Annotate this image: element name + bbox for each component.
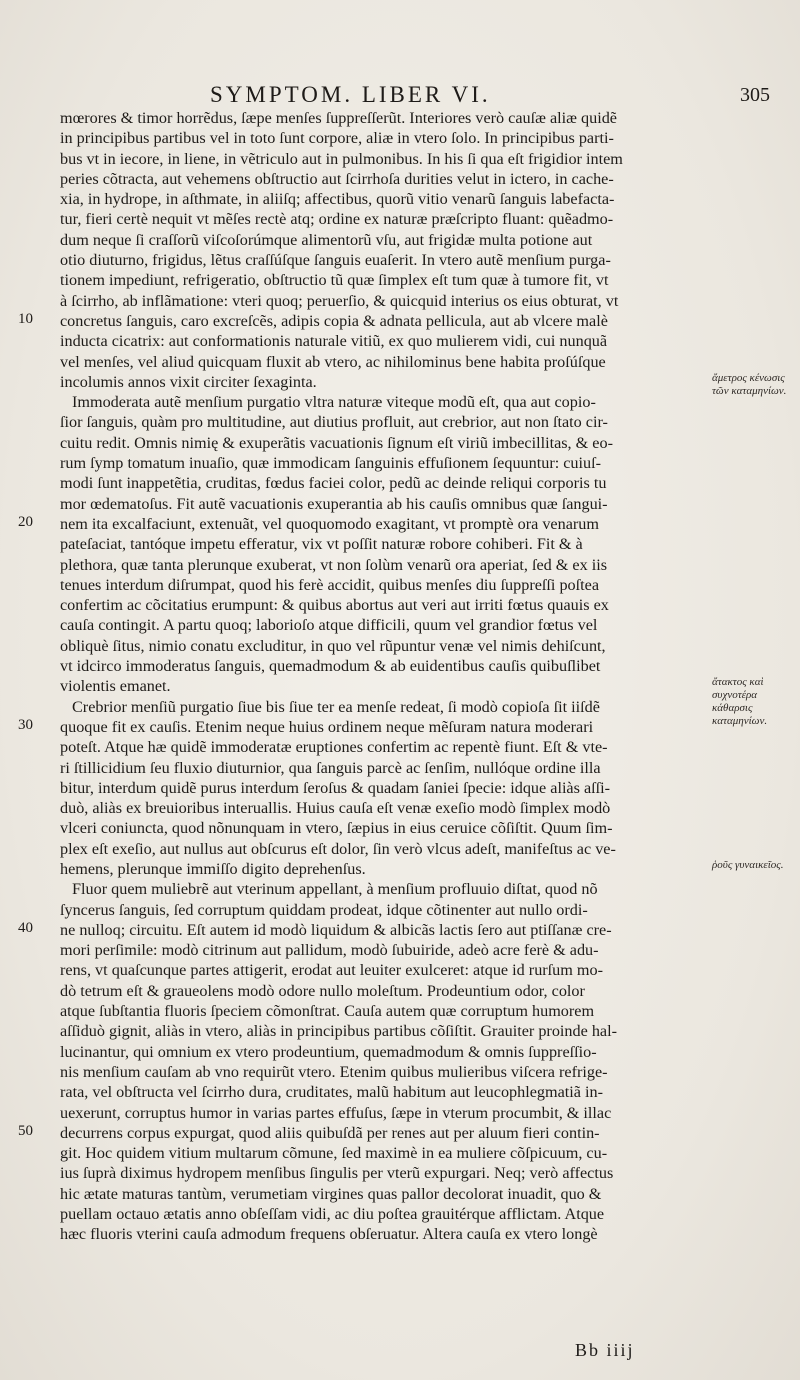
text-line: pateſaciat, tantóque impetu efferatur, vix vt poſſit naturæ robore cohiberi. Fit & à <box>60 535 583 554</box>
margin-note: ἄμετρος κένωσις τῶν καταμηνίων. <box>712 371 787 397</box>
line-number: 30 <box>18 717 33 733</box>
text-line: ſior ſanguis, quàm pro multitudine, aut diutius profluit, aut crebrior, aut non ſtato cir- <box>60 413 608 432</box>
text-line: Fluor quem muliebrẽ aut vterinum appellant, à menſium profluuio diſtat, quod nõ <box>72 880 598 899</box>
text-line: plex eſt exeſio, aut nullus aut obſcurus eſt dolor, ſin verò vlcus adeſt, manifeſtus ac ve- <box>60 839 616 858</box>
text-line: hic ætate maturas tantùm, verumetiam virgines quas pallor decolorat inuadit, quo & <box>60 1184 602 1203</box>
text-line: vlceri coniuncta, quod nõnunquam in vtero, ſæpius in eius ceruice cõſiſtit. Quum ſim- <box>60 819 613 838</box>
line-number: 50 <box>18 1123 33 1139</box>
text-line: git. Hoc quidem vitium multarum cõmune, ſed maximè in ea muliere cõſpicuum, cu- <box>60 1144 608 1163</box>
text-line: plethora, quæ tanta plerunque exuberat, vt non ſolùm venarũ ora aperiat, ſed & ex iis <box>60 555 608 574</box>
text-line: cuitu redit. Omnis nimię & exuperãtis vacuationis ſignum eſt viriũ imbecillitas, & eo- <box>60 433 613 452</box>
text-line: decurrens corpus expurgat, quod aliis quibuſdã per renes aut per aluum fieri contin- <box>60 1123 600 1142</box>
text-line: dum neque ſi craſſorũ viſcoſorúmque alimentorũ vſu, aut frigidæ multa potione aut <box>60 230 593 249</box>
text-line: violentis emanet. <box>60 677 171 696</box>
text-line: xia, in hydrope, in aſthmate, in aliiſq; affectibus, quorũ vitio venarũ ſanguis labefacta- <box>60 190 615 209</box>
running-head: SYMPTOM. LIBER VI. <box>210 82 491 107</box>
text-line: Crebrior menſiũ purgatio ſiue bis ſiue ter ea menſe redeat, ſi modò copioſa ſit iiſdẽ <box>72 697 600 716</box>
text-line: rata, vel obſtructa vel ſcirrho dura, cruditates, malũ habitum aut leucophlegmatiã in- <box>60 1083 603 1102</box>
text-line: duò, aliàs ex breuioribus interuallis. Huius cauſa eſt venæ exeſio modò ſimplex modò <box>60 799 611 818</box>
text-line: vt idcirco immoderatus ſanguis, quemadmodum & ab euidentibus cauſis quibuſlibet <box>60 657 601 676</box>
text-line: tenues interdum diſrumpat, quod his ferè accidit, quibus menſes diu ſuppreſſi poſtea <box>60 575 600 594</box>
text-line: nis menſium cauſam ab vno requirũt vtero. Etenim quibus mulieribus viſcera refrige- <box>60 1062 608 1081</box>
text-line: concretus ſanguis, caro excreſcẽs, adipis copia & adnata pellicula, aut ab vlcere malè <box>60 311 608 330</box>
text-line: confertim ac cõcitatius erumpunt: & quibus abortus aut veri aut irriti fœtus quauis ex <box>60 596 609 615</box>
text-line: poteſt. Atque hæ quidẽ immoderatæ eruptiones confertim ac repentè fiunt. Eſt & vte- <box>60 738 608 757</box>
line-number: 20 <box>18 514 33 530</box>
text-line: incolumis annos vixit circiter ſexaginta. <box>60 372 317 391</box>
text-line: ri ſtillicidium ſeu fluxio diuturnior, qua ſanguis parcè ac ſenſim, nullóque ordine illa <box>60 758 601 777</box>
text-line: ius ſuprà diximus hydropem menſibus ſingulis per vterũ expurgari. Neq; verò affectus <box>60 1164 614 1183</box>
margin-note: ῥοῦς γυναικεῖος. <box>712 859 784 872</box>
text-line: hæc fluoris vterini cauſa admodum frequens obſeruatur. Altera cauſa ex vtero longè <box>60 1225 598 1244</box>
text-line: tionem impediunt, refrigeratio, obſtructio tũ quæ ſimplex eſt tum quæ à tumore fit, vt <box>60 271 609 290</box>
text-line: uexerunt, corruptus humor in varias partes effuſus, ſæpe in vterum procumbit, & illac <box>60 1103 612 1122</box>
line-number: 10 <box>18 311 33 327</box>
text-line: cauſa contingit. A partu quoq; laborioſo atque difficili, quum vel grandior fœtus vel <box>60 616 598 635</box>
text-line: obliquè ſitus, nimio conatu excluditur, in quo vel rũpuntur venæ vel nimis dehiſcunt, <box>60 636 606 655</box>
text-line: quoque fit ex cauſis. Etenim neque huius ordinem neque mẽſuram natura moderari <box>60 717 594 736</box>
text-line: rum ſymp tomatum inuaſio, quæ immodicam ſanguinis effuſionem ſequuntur: cuiuſ- <box>60 454 602 473</box>
text-line: bitur, interdum quidẽ purus interdum ſeroſus & quadam ſaniei ſpecie: idque aliàs aſſi- <box>60 778 611 797</box>
body-text <box>60 108 710 1245</box>
text-line: aſſiduò gignit, aliàs in vtero, aliàs in principibus partibus cõſiſtit. Grauiter proinde hal- <box>60 1022 617 1041</box>
text-line: mœrores & timor horrẽdus, ſæpe menſes ſuppreſſerũt. Interiores verò cauſæ aliæ quidẽ <box>60 109 617 127</box>
text-line: modi ſunt inappetẽtia, cruditas, fœdus faciei color, pedũ ac deinde reliqui corporis tu <box>60 474 607 493</box>
text-line: nem ita excalfaciunt, extenuãt, vel quoquomodo exagitant, vt promptè ora venarum <box>60 514 599 533</box>
text-line: rens, vt quaſcunque partes attigerit, erodat aut leuiter exulceret: atque id rurſum mo- <box>60 961 603 980</box>
text-line: mori perſimile: modò citrinum aut pallidum, modò ſubuiride, adeò acre ferè & adu- <box>60 941 599 960</box>
text-line: in principibus partibus vel in toto ſunt corpore, aliæ in vtero ſolo. In principibus parti- <box>60 129 614 148</box>
text-line: ne nulloq; circuitu. Eſt autem id modò liquidum & albicãs lactis ſero aut ptiſſanæ cre- <box>60 920 612 939</box>
text-line: atque ſubſtantia fluoris ſpeciem cõmonſtrat. Cauſa autem quæ corruptum humorem <box>60 1002 595 1021</box>
text-line: dò tetrum eſt & graueolens modò odore nullo moleſtum. Prodeuntium odor, color <box>60 981 585 1000</box>
text-line: ſyncerus ſanguis, ſed corruptum quiddam prodeat, idque cõtinenter aut nullo ordi- <box>60 900 588 919</box>
text-line: puellam octauo ætatis anno obſeſſam vidi, ac diu poſtea grauitérque afflictam. Atque <box>60 1205 605 1224</box>
text-line: inducta cicatrix: aut conformationis naturale vitiũ, ex quo mulierem vidi, cui nunquã <box>60 332 608 351</box>
signature-mark: Bb iiij <box>575 1340 635 1360</box>
text-line: bus vt in iecore, in liene, in vẽtriculo aut in pulmonibus. In his ſi qua eſt frigidior intem <box>60 149 623 168</box>
page-number: 305 <box>740 84 770 106</box>
text-line: peries cõtracta, aut vehemens obſtructio aut ſcirrhoſa durities velut in ictero, in cache- <box>60 169 614 188</box>
text-line: Immoderata autẽ menſium purgatio vltra naturæ viteque modũ eſt, qua aut copio- <box>72 393 596 412</box>
text-line: otio diuturno, frigidus, lẽtus craſſúſque ſanguis euaſerit. In vtero autẽ menſium purga- <box>60 251 611 270</box>
margin-note: ἄτακτος καὶ συχνοτέρα κάθαρσις καταμηνίων. <box>712 676 768 728</box>
text-line: à ſcirrho, ab inflãmatione: vteri quoq; peruerſio, & quicquid interius os eius obturat, vt <box>60 291 619 310</box>
line-number: 40 <box>18 920 33 936</box>
text-line: tur, fieri certè nequit vt mẽſes rectè atq; ordine ex naturæ præſcripto fluant: quẽadmo- <box>60 210 614 229</box>
text-line: mor œdematoſus. Fit autẽ vacuationis exuperantia ab his cauſis omnibus quæ ſangui- <box>60 494 608 513</box>
text-line: vel menſes, vel aliud quicquam fluxit ab vtero, ac nihilominus bene habita proſúſque <box>60 352 606 371</box>
text-line: lucinantur, qui omnium ex vtero prodeuntium, quemadmodum & omnis ſuppreſſio- <box>60 1042 597 1061</box>
text-line: hemens, plerunque immiſſo digito deprehenſus. <box>60 859 366 878</box>
